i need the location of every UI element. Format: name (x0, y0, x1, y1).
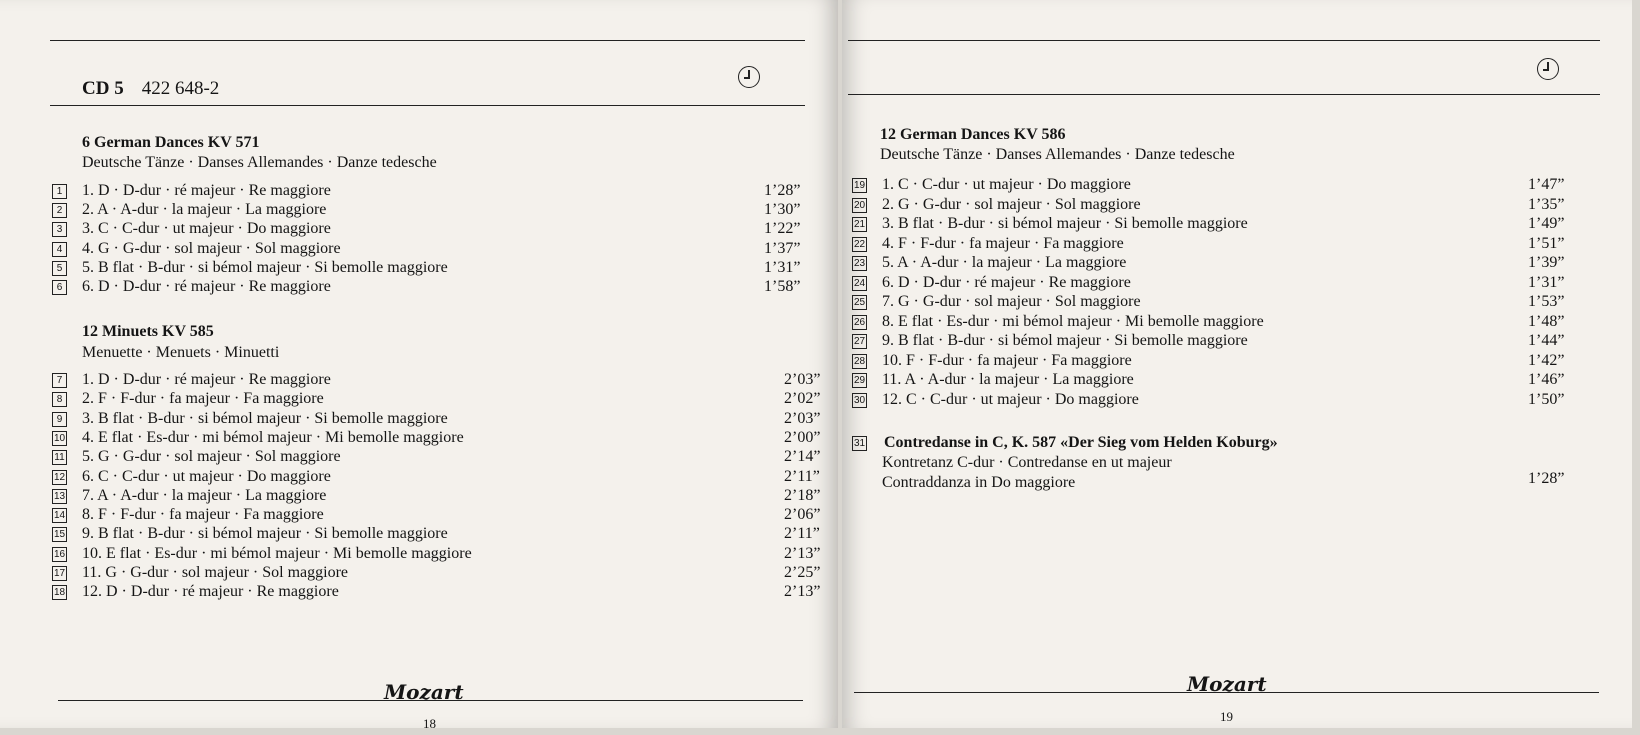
track-row (852, 391, 1592, 411)
track-row (852, 313, 1592, 333)
track-duration: 2’25” (784, 564, 821, 581)
track-title: 5. B flat · B-dur · si bémol majeur · Si bemolle maggiore (82, 258, 448, 276)
track-duration: 1’47” (1528, 176, 1565, 193)
track-duration: 1’22” (764, 220, 801, 238)
cd-header (82, 78, 219, 100)
track-title: 8. F · F-dur · fa majeur · Fa maggiore (82, 506, 324, 524)
section-title: 12 German Dances KV 586 (880, 126, 1066, 143)
track-row (52, 240, 832, 260)
track-row (52, 429, 832, 449)
track-title: 4. G · G-dur · sol majeur · Sol maggiore (82, 239, 341, 257)
track-row (52, 468, 832, 488)
clock-icon (1537, 58, 1559, 80)
track-title: 5. A · A-dur · la majeur · La maggiore (882, 254, 1127, 271)
bottom-rule (854, 692, 1599, 693)
track-row (52, 487, 832, 507)
track-duration: 1’31” (764, 258, 801, 276)
track-title: 1. C · C-dur · ut majeur · Do maggiore (882, 176, 1131, 193)
track-title: 7. G · G-dur · sol majeur · Sol maggiore (882, 293, 1141, 310)
track-row (52, 525, 832, 545)
track-title: 1. D · D-dur · ré majeur · Re maggiore (82, 371, 331, 388)
track-number: 10 (53, 432, 66, 444)
track-title: 4. F · F-dur · fa majeur · Fa maggiore (882, 234, 1124, 252)
track-number: 27 (853, 336, 866, 347)
cd-label: CD 5 (82, 78, 124, 99)
track-duration: 2’00” (784, 428, 821, 446)
catalog-number: 422 648-2 (141, 78, 220, 99)
track-duration: 2’03” (784, 371, 821, 388)
track-duration: 2’14” (784, 448, 821, 466)
track-title: 6. D · D-dur · ré majeur · Re maggiore (882, 273, 1131, 291)
track-number: 20 (853, 199, 866, 211)
track-row (852, 293, 1592, 313)
track-number: 14 (53, 510, 66, 522)
section-subtitle: Deutsche Tänze · Danses Allemandes · Danze tedesche (880, 146, 1235, 163)
section-title: 6 German Dances KV 571 (82, 134, 260, 151)
section-subtitle: Deutsche Tänze · Danses Allemandes · Danze tedesche (82, 154, 437, 171)
track-number: 23 (853, 258, 866, 269)
track-duration: 1’37” (764, 239, 801, 257)
track-number: 17 (53, 568, 66, 579)
track-row (52, 583, 832, 603)
track-duration: 1’48” (1528, 312, 1565, 330)
track-row (52, 564, 832, 584)
track-number: 21 (853, 219, 866, 230)
track-duration: 2’13” (784, 544, 821, 562)
track-number: 3 (52, 222, 67, 237)
track-title: 9. B flat · B-dur · si bémol majeur · Si bemolle maggiore (82, 525, 448, 543)
track-row (852, 196, 1592, 216)
track-title: 3. B flat · B-dur · si bémol majeur · Si bemolle maggiore (82, 409, 448, 427)
track-title: 4. E flat · Es-dur · mi bémol majeur · Mi bemolle maggiore (82, 428, 464, 446)
track-title: 5. G · G-dur · sol majeur · Sol maggiore (82, 448, 341, 466)
track-duration: 1’28” (764, 182, 801, 199)
track-duration: 1’39” (1528, 254, 1565, 271)
track-number: 9 (52, 412, 67, 427)
track-duration: 1’49” (1528, 215, 1565, 232)
section-title: 12 Minuets KV 585 (82, 323, 214, 340)
track-duration: 1’28” (1528, 470, 1565, 487)
contredanse-subtitle: Kontretanz C-dur · Contredanse en ut majeur (882, 454, 1172, 471)
track-title: 10. E flat · Es-dur · mi bémol majeur · Mi bemolle maggiore (82, 544, 472, 562)
track-row (52, 506, 832, 526)
track-row (852, 274, 1592, 294)
track-row (52, 182, 832, 202)
track-number: 11 (52, 450, 67, 465)
right-page (842, 0, 1632, 728)
track-number: 4 (52, 242, 67, 257)
track-number: 22 (853, 238, 866, 250)
track-title: 11. G · G-dur · sol majeur · Sol maggiore (82, 564, 349, 581)
section-subtitle: Menuette · Menuets · Minuetti (82, 344, 280, 361)
track-number: 18 (53, 587, 66, 599)
top-rule (848, 40, 1600, 41)
track-row (852, 235, 1592, 255)
track-row (52, 545, 832, 565)
track-row (52, 201, 832, 221)
track-duration: 1’50” (1528, 390, 1565, 408)
track-number: 7 (52, 373, 67, 388)
track-title: Contredanse in C, K. 587 «Der Sieg vom Helden Koburg» (884, 434, 1278, 451)
track-title: 2. A · A-dur · la majeur · La maggiore (82, 201, 327, 219)
track-duration: 1’53” (1528, 293, 1565, 310)
track-title: 2. G · G-dur · sol majeur · Sol maggiore (882, 195, 1141, 213)
track-number: 19 (853, 180, 866, 191)
track-title: 1. D · D-dur · ré majeur · Re maggiore (82, 182, 331, 199)
track-duration: 2’03” (784, 409, 821, 427)
track-row (852, 352, 1592, 372)
track-duration: 1’30” (764, 201, 801, 219)
track-title: 6. D · D-dur · ré majeur · Re maggiore (82, 278, 331, 295)
track-number: 26 (853, 316, 866, 328)
track-row (52, 259, 832, 279)
track-title: 7. A · A-dur · la majeur · La maggiore (82, 486, 327, 504)
track-number: 1 (52, 184, 67, 199)
track-number: 16 (53, 548, 66, 560)
track-title: 10. F · F-dur · fa majeur · Fa maggiore (882, 351, 1132, 369)
clock-icon (738, 66, 760, 88)
track-duration: 1’46” (1528, 371, 1565, 388)
track-number: 6 (52, 280, 67, 295)
header-rule (848, 94, 1600, 95)
track-duration: 1’31” (1528, 273, 1565, 291)
track-row (52, 448, 832, 468)
track-duration: 1’42” (1528, 351, 1565, 369)
track-duration: 1’51” (1528, 234, 1565, 252)
track-number: 30 (853, 394, 866, 406)
track-duration: 2’13” (784, 583, 821, 601)
page-number: 18 (423, 716, 436, 728)
track-title: 11. A · A-dur · la majeur · La maggiore (882, 371, 1134, 388)
track-row (52, 278, 832, 298)
track-title: 12. D · D-dur · ré majeur · Re maggiore (82, 583, 339, 601)
track-row (852, 176, 1592, 196)
track-row (52, 371, 832, 391)
track-duration: 2’18” (784, 486, 821, 504)
track-duration: 1’58” (764, 278, 801, 295)
track-title: 6. C · C-dur · ut majeur · Do maggiore (82, 467, 331, 485)
track-number: 8 (52, 392, 67, 407)
track-title: 2. F · F-dur · fa majeur · Fa maggiore (82, 390, 324, 408)
top-rule (50, 40, 805, 41)
track-number: 29 (853, 375, 866, 386)
track-row (852, 332, 1592, 352)
mozart-signature: Mozart (1187, 672, 1267, 696)
track-number: 15 (53, 529, 66, 541)
bottom-rule (58, 700, 803, 701)
track-row (52, 220, 832, 240)
contredanse-subtitle: Contraddanza in Do maggiore (882, 474, 1076, 491)
track-number: 31 (853, 438, 866, 449)
track-title: 12. C · C-dur · ut majeur · Do maggiore (882, 390, 1139, 408)
track-duration: 1’35” (1528, 195, 1565, 213)
track-title: 8. E flat · Es-dur · mi bémol majeur · Mi bemolle maggiore (882, 312, 1264, 330)
track-duration: 2’02” (784, 390, 821, 408)
track-title: 3. C · C-dur · ut majeur · Do maggiore (82, 220, 331, 238)
track-number: 25 (853, 297, 866, 308)
track-duration: 2’11” (784, 525, 820, 543)
track-number: 24 (853, 277, 866, 289)
track-number: 13 (53, 490, 66, 502)
page-number: 19 (1220, 709, 1233, 724)
track-duration: 2’06” (784, 506, 821, 524)
track-number: 12 (53, 471, 66, 483)
mozart-signature: Mozart (384, 680, 464, 704)
track-row (852, 215, 1592, 235)
track-row (852, 371, 1592, 391)
header-rule (50, 105, 805, 106)
track-title: 9. B flat · B-dur · si bémol majeur · Si bemolle maggiore (882, 332, 1248, 349)
track-number: 2 (52, 203, 67, 218)
track-row (52, 410, 832, 430)
track-number: 28 (853, 355, 866, 367)
track-title: 3. B flat · B-dur · si bémol majeur · Si bemolle maggiore (882, 215, 1248, 232)
track-number: 5 (52, 261, 67, 276)
contredanse-entry (852, 434, 1592, 454)
track-duration: 1’44” (1528, 332, 1565, 349)
track-duration: 2’11” (784, 467, 820, 485)
track-row (852, 254, 1592, 274)
track-row (52, 390, 832, 410)
